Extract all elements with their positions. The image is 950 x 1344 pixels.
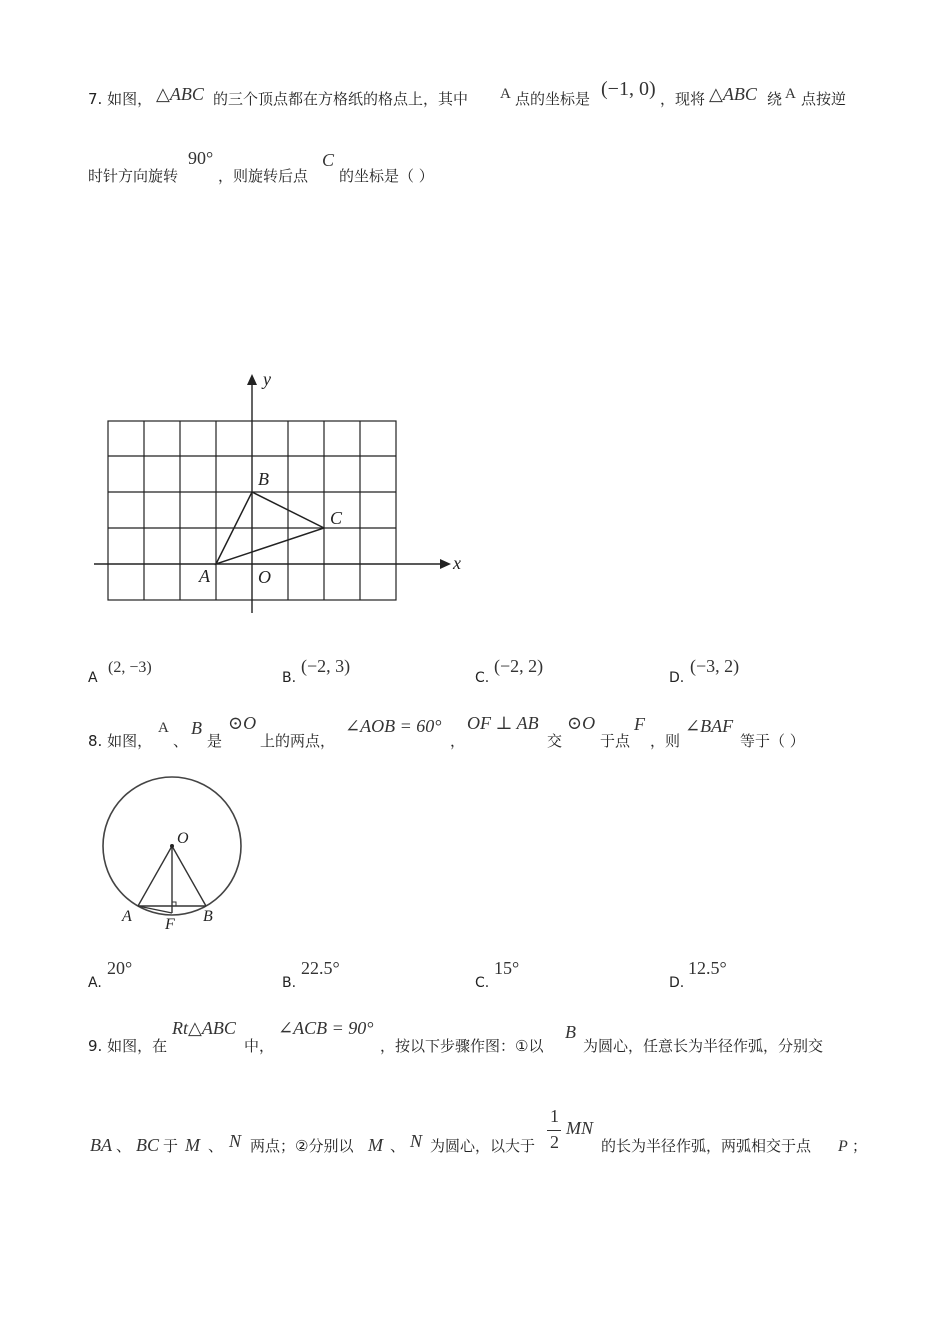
q7-point-a: A: [500, 86, 511, 102]
q7-triangle-abc: △ABC: [156, 84, 204, 104]
q7-text-3: ，现将: [660, 90, 706, 108]
q7-point-c: C: [322, 150, 335, 170]
q8-option-d-letter: D.: [669, 975, 685, 991]
q7-text-4: 绕: [767, 90, 783, 108]
q7-option-b-letter: B.: [282, 670, 297, 686]
q7-option-a-letter: A: [88, 670, 98, 686]
q8-separator: 、: [173, 732, 189, 750]
q8-option-a-value: 20°: [107, 958, 133, 978]
q7-coord-a: (−1, 0): [601, 78, 656, 100]
q9-segment-ba: BA: [90, 1135, 112, 1155]
q7-text-5: 点按逆: [801, 90, 847, 108]
q7-label-c: C: [330, 508, 343, 528]
q8-perpendicular: OF ⊥ AB: [467, 713, 539, 733]
q9-fraction-numerator: 1: [550, 1106, 559, 1126]
q8-label-o: O: [177, 830, 189, 847]
q8-option-d-value: 12.5°: [688, 958, 727, 978]
q7-option-d-value: (−3, 2): [690, 656, 740, 676]
q7-text-2: 点的坐标是: [515, 90, 591, 108]
q9-fraction-denominator: 2: [550, 1132, 559, 1152]
q9-point-m-2: M: [368, 1135, 383, 1155]
q7-text-1: 的三个顶点都在方格纸的格点上，其中: [213, 90, 469, 108]
q9-dun-1: 、: [116, 1137, 132, 1155]
q8-angle-aob: ∠AOB = 60°: [345, 716, 442, 736]
q7-label-b: B: [258, 469, 269, 489]
q8-is: 是: [207, 732, 223, 750]
q7-triangle-abc-2: △ABC: [709, 84, 757, 104]
q7-axis-x-label: x: [453, 553, 461, 573]
q9-yu: 于: [163, 1137, 179, 1155]
q9-fraction-bar: [547, 1130, 561, 1131]
q9-point-p: P: [838, 1138, 848, 1155]
q9-point-m: M: [185, 1135, 200, 1155]
q9-point-b: B: [565, 1022, 576, 1042]
q7-option-b-value: (−2, 3): [301, 656, 351, 676]
q7-point-a-2: A: [785, 86, 796, 102]
q9-rt-triangle: Rt△ABC: [172, 1018, 236, 1038]
q8-option-c-value: 15°: [494, 958, 520, 978]
q8-circle-o: ⊙O: [228, 713, 257, 733]
q8-jiao: 交: [547, 732, 563, 750]
q9-segment-mn: MN: [566, 1118, 593, 1138]
q9-dun-2: 、: [208, 1137, 224, 1155]
q8-option-c-letter: C.: [475, 975, 490, 991]
q8-point-a: A: [158, 720, 169, 736]
q8-text-1: 上的两点，: [260, 732, 336, 750]
q7-axis-y-label: y: [263, 369, 271, 389]
q8-label-b: B: [203, 908, 213, 925]
q9-segment-bc: BC: [136, 1135, 160, 1155]
q7-line2-text-b: ，则旋转后点: [218, 167, 309, 185]
q9-text-3: 两点；②分别以: [250, 1137, 354, 1155]
q9-text-5: 的长为半径作弧，两弧相交于点: [601, 1137, 812, 1155]
q9-dun-3: 、: [390, 1137, 406, 1155]
q9-text-4: 为圆心，以大于: [430, 1137, 536, 1155]
q9-text-1: ，按以下步骤作图：①以: [380, 1037, 544, 1055]
q7-label-a: A: [199, 566, 210, 586]
q8-option-a-letter: A.: [88, 975, 102, 991]
q7-line2-text-c: 的坐标是（ ）: [339, 167, 434, 185]
q7-option-a-value: (2, −3): [108, 659, 152, 676]
q7-number: 7. 如图，: [88, 90, 153, 108]
q7-label-origin: O: [258, 567, 271, 587]
q9-point-n-2: N: [410, 1131, 423, 1151]
q9-point-n: N: [229, 1131, 242, 1151]
q8-comma: ，: [450, 732, 466, 750]
q8-yudian: 于点: [600, 732, 631, 750]
q9-zhong: 中，: [244, 1037, 275, 1055]
q9-text-2: 为圆心，任意长为半径作弧，分别交: [583, 1037, 824, 1055]
q7-option-d-letter: D.: [669, 670, 685, 686]
q8-ze: ，则: [650, 732, 681, 750]
q7-option-c-letter: C.: [475, 670, 490, 686]
q9-angle-acb: ∠ACB = 90°: [278, 1018, 374, 1038]
q9-semicolon: ；: [852, 1137, 868, 1155]
q8-circle-o-2: ⊙O: [567, 713, 596, 733]
q8-label-f: F: [165, 916, 175, 933]
q8-number: 8. 如图，: [88, 732, 153, 750]
q9-number: 9. 如图，在: [88, 1037, 168, 1055]
q8-option-b-letter: B.: [282, 975, 297, 991]
q8-point-f: F: [634, 714, 645, 734]
q7-angle-90: 90°: [188, 148, 214, 168]
q8-option-b-value: 22.5°: [301, 958, 340, 978]
q7-option-c-value: (−2, 2): [494, 656, 544, 676]
q8-dengyu: 等于（ ）: [740, 732, 805, 750]
q8-label-a: A: [122, 908, 132, 925]
q7-line2-text-a: 时针方向旋转: [88, 167, 179, 185]
q8-point-b: B: [191, 718, 202, 738]
q8-angle-baf: ∠BAF: [685, 716, 734, 736]
